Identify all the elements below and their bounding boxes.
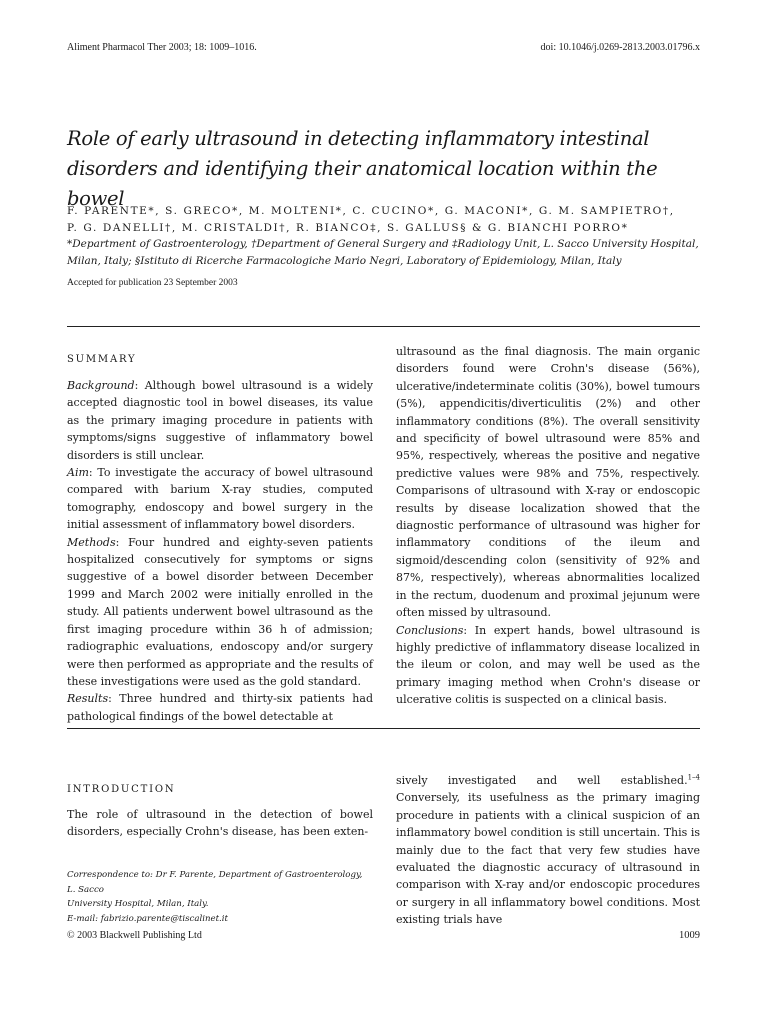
methods-label: Methods [67,535,116,549]
doi-link[interactable]: doi: 10.1046/j.0269-2813.2003.01796.x [540,42,700,53]
summary-left-column [67,377,373,725]
introduction-continued: sively investigated and well established.$^{1-4}$ Conversely, its usefulness as the primary imaging procedure in patients with a clinical suspicion of an inflammatory bowel condition is still uncertain. This is mainly due to the fact that very few studies have evaluated the diagnostic accuracy of ultrasound in comparison with X-ray and/or endoscopic procedures or surgery in all inflammatory bowel conditions. Most existing trials have [396,773,700,927]
summary-heading: SUMMARY [67,354,137,365]
correspondence-line-2: University Hospital, Milan, Italy. [67,899,209,909]
summary-results-continued: ultrasound as the final diagnosis. The main organic disorders found were Crohn's disease (56%), ulcerative/indeterminate colitis (30%), bowel tumours (5%), appendicitis/diverticulitis (2%) and other inflammatory conditions (8%). The overall sensitivity and specificity of bowel ultrasound were 85% and 95%, respectively, whereas the positive and negative predictive values were 98% and 75%, respectively. Comparisons of ultrasound with X-ray or endoscopic results by disease localization showed that the diagnostic performance of ultrasound was higher for inflammatory conditions of the ileum and sigmoid/descending colon (sensitivity of 92% and 87%, respectively), whereas abnormalities localized in the rectum, duodenum and proximal jejunum were often missed by ultrasound. [396,345,700,620]
summary-conclusions: Conclusions: In expert hands, bowel ultrasound is highly predictive of inflammatory disease localized in the ileum or colon, and may well be used as the primary imaging method when Crohn's disease or ulcerative colitis is suspected on a clinical basis. [396,623,700,707]
background-label: Background [67,379,135,392]
introduction-heading: INTRODUCTION [67,784,176,795]
citation-reference[interactable]: 1–4 [687,773,700,782]
summary-top-rule [67,326,700,327]
summary-right-column [396,343,700,709]
author-line-2: P. G. DANELLI†, M. CRISTALDI†, R. BIANCO‡, S. GALLUS§ & G. BIANCHI PORRO* [67,222,629,234]
article-title: Role of early ultrasound in detecting inflammatory intestinal disorders and identifying their anatomical location within the bowel [67,127,658,210]
correspondence-line-1: Correspondence to: Dr F. Parente, Department of Gastroenterology, L. Sacco [67,870,363,895]
aim-label: Aim [67,466,89,480]
summary-background: Background: Although bowel ultrasound is a widely accepted diagnostic tool in bowel diseases, its value as the primary imaging procedure in patients with symptoms/signs suggestive of inflammatory bowel disorders is still unclear. [67,379,373,462]
summary-bottom-rule [67,728,700,729]
correspondence-email[interactable]: E-mail: fabrizio.parente@tiscalinet.it [67,913,228,924]
introduction-left-column [67,806,373,841]
copyright: © 2003 Blackwell Publishing Ltd [67,930,202,941]
page-number: 1009 [679,930,700,941]
results-label: Results [67,692,109,706]
summary-aim: Aim: To investigate the accuracy of bowel ultrasound compared with barium X-ray studies, computed tomography, endoscopy and bowel surgery in the initial assessment of inflammatory bowel disorders. [67,466,373,532]
accepted-date: Accepted for publication 23 September 2003 [67,278,238,288]
correspondence-note [67,868,373,926]
journal-citation: Aliment Pharmacol Ther 2003; 18: 1009–1016. [67,42,257,53]
affiliations: *Department of Gastroenterology, †Department of General Surgery and ‡Radiology Unit, L. Sacco University Hospital, Milan, Italy; §Istituto di Ricerche Farmacologiche Mario Negri, Laboratory of Epidemiology, Milan, Italy [67,238,699,267]
author-list [67,203,707,237]
conclusions-label: Conclusions [396,623,464,637]
introduction-right-column [396,772,700,929]
author-line-1: F. PARENTE*, S. GRECO*, M. MOLTENI*, C. CUCINO*, G. MACONI*, G. M. SAMPIETRO†, [67,205,675,217]
summary-results: Results: Three hundred and thirty-six patients had pathological findings of the bowel detectable at [67,692,373,723]
summary-methods: Methods: Four hundred and eighty-seven patients hospitalized consecutively for symptoms or signs suggestive of a bowel disorder between December 1999 and March 2002 were initially enrolled in the study. All patients underwent bowel ultrasound as the first imaging procedure within 36 h of admission; radiographic evaluations, endoscopy and/or surgery were then performed as appropriate and the results of these investigations were used as the gold standard. [67,535,373,688]
introduction-paragraph: The role of ultrasound in the detection of bowel disorders, especially Crohn's disease, has been exten- [67,808,373,839]
